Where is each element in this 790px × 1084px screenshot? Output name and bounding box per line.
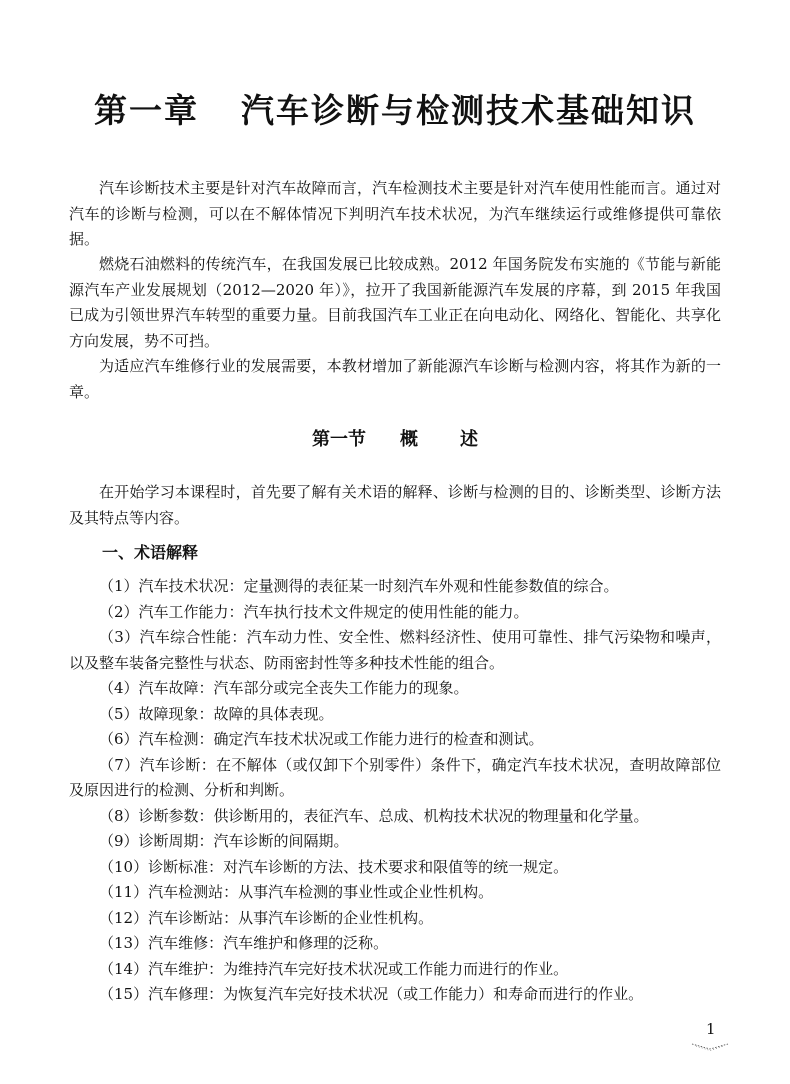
- term-item: （5）故障现象：故障的具体表现。: [99, 704, 334, 723]
- term-item: （15）汽车修理：为恢复汽车完好技术状况（或工作能力）和寿命而进行的作业。: [99, 985, 644, 1003]
- term-item: （6）汽车检测：确定汽车技术状况或工作能力进行的检查和测试。: [99, 730, 544, 748]
- term-item: （10）诊断标准：对汽车诊断的方法、技术要求和限值等的统一规定。: [99, 857, 569, 876]
- section-title: [0, 425, 790, 451]
- term-list: [69, 574, 721, 1008]
- term-item: （2）汽车工作能力：汽车执行技术文件规定的使用性能的能力。: [99, 602, 529, 621]
- page-number: 1: [706, 1020, 716, 1038]
- term-item: （9）诊断周期：汽车诊断的间隔期。: [99, 832, 349, 850]
- term-item: （3）汽车综合性能：汽车动力性、安全性、燃料经济性、使用可靠性、排气污染物和噪声，以及整车装备完整性与状态、防雨密封性等多种技术性能的组合。: [69, 628, 721, 672]
- section-title-char: 述: [460, 429, 478, 450]
- term-item: （13）汽车维修：汽车维护和修理的泛称。: [99, 934, 389, 952]
- intro-paragraph: 为适应汽车维修行业的发展需要，本教材增加了新能源汽车诊断与检测内容，将其作为新的一章。: [69, 357, 721, 401]
- term-item: （4）汽车故障：汽车部分或完全丧失工作能力的现象。: [99, 679, 469, 697]
- subsection-heading: 一、术语解释: [102, 543, 199, 562]
- intro-paragraph: 燃烧石油燃料的传统汽车，在我国发展已比较成熟。2012 年国务院发布实施的《节能与新能源汽车产业发展规划（2012—2020 年）》，拉开了我国新能源汽车发展的序幕，到 2015 年我国已成为引领世界汽车转型的重要力量。目前我国汽车工业正在向电动化、网络化、智能化、共享化方向发展，势不可挡。: [69, 255, 721, 350]
- term-item: （1）汽车技术状况：定量测得的表征某一时刻汽车外观和性能参数值的综合。: [99, 577, 619, 595]
- term-item: （12）汽车诊断站：从事汽车诊断的企业性机构。: [99, 908, 434, 927]
- term-item: （8）诊断参数：供诊断用的，表征汽车、总成、机构技术状况的物理量和化学量。: [99, 806, 649, 825]
- chapter-number: 第一章: [94, 91, 199, 130]
- page-ornament-icon: [690, 1040, 730, 1052]
- intro-paragraph: 汽车诊断技术主要是针对汽车故障而言，汽车检测技术主要是针对汽车使用性能而言。通过对汽车的诊断与检测，可以在不解体情况下判明汽车技术状况，为汽车继续运行或维修提供可靠依据。: [69, 179, 721, 248]
- term-item: （14）汽车维护：为维持汽车完好技术状况或工作能力而进行的作业。: [99, 959, 569, 978]
- term-item: （7）汽车诊断：在不解体（或仅卸下个别零件）条件下，确定汽车技术状况，查明故障部位及原因进行的检测、分析和判断。: [69, 755, 721, 799]
- term-item: （11）汽车检测站：从事汽车检测的事业性或企业性机构。: [99, 883, 494, 901]
- section-intro-paragraph: 在开始学习本课程时，首先要了解有关术语的解释、诊断与检测的目的、诊断类型、诊断方法及其特点等内容。: [69, 483, 721, 527]
- chapter-title-text: 汽车诊断与检测技术基础知识: [241, 91, 696, 130]
- chapter-title: [0, 85, 790, 132]
- section-title-char: 概: [400, 429, 418, 450]
- section-number: 第一节: [312, 429, 366, 450]
